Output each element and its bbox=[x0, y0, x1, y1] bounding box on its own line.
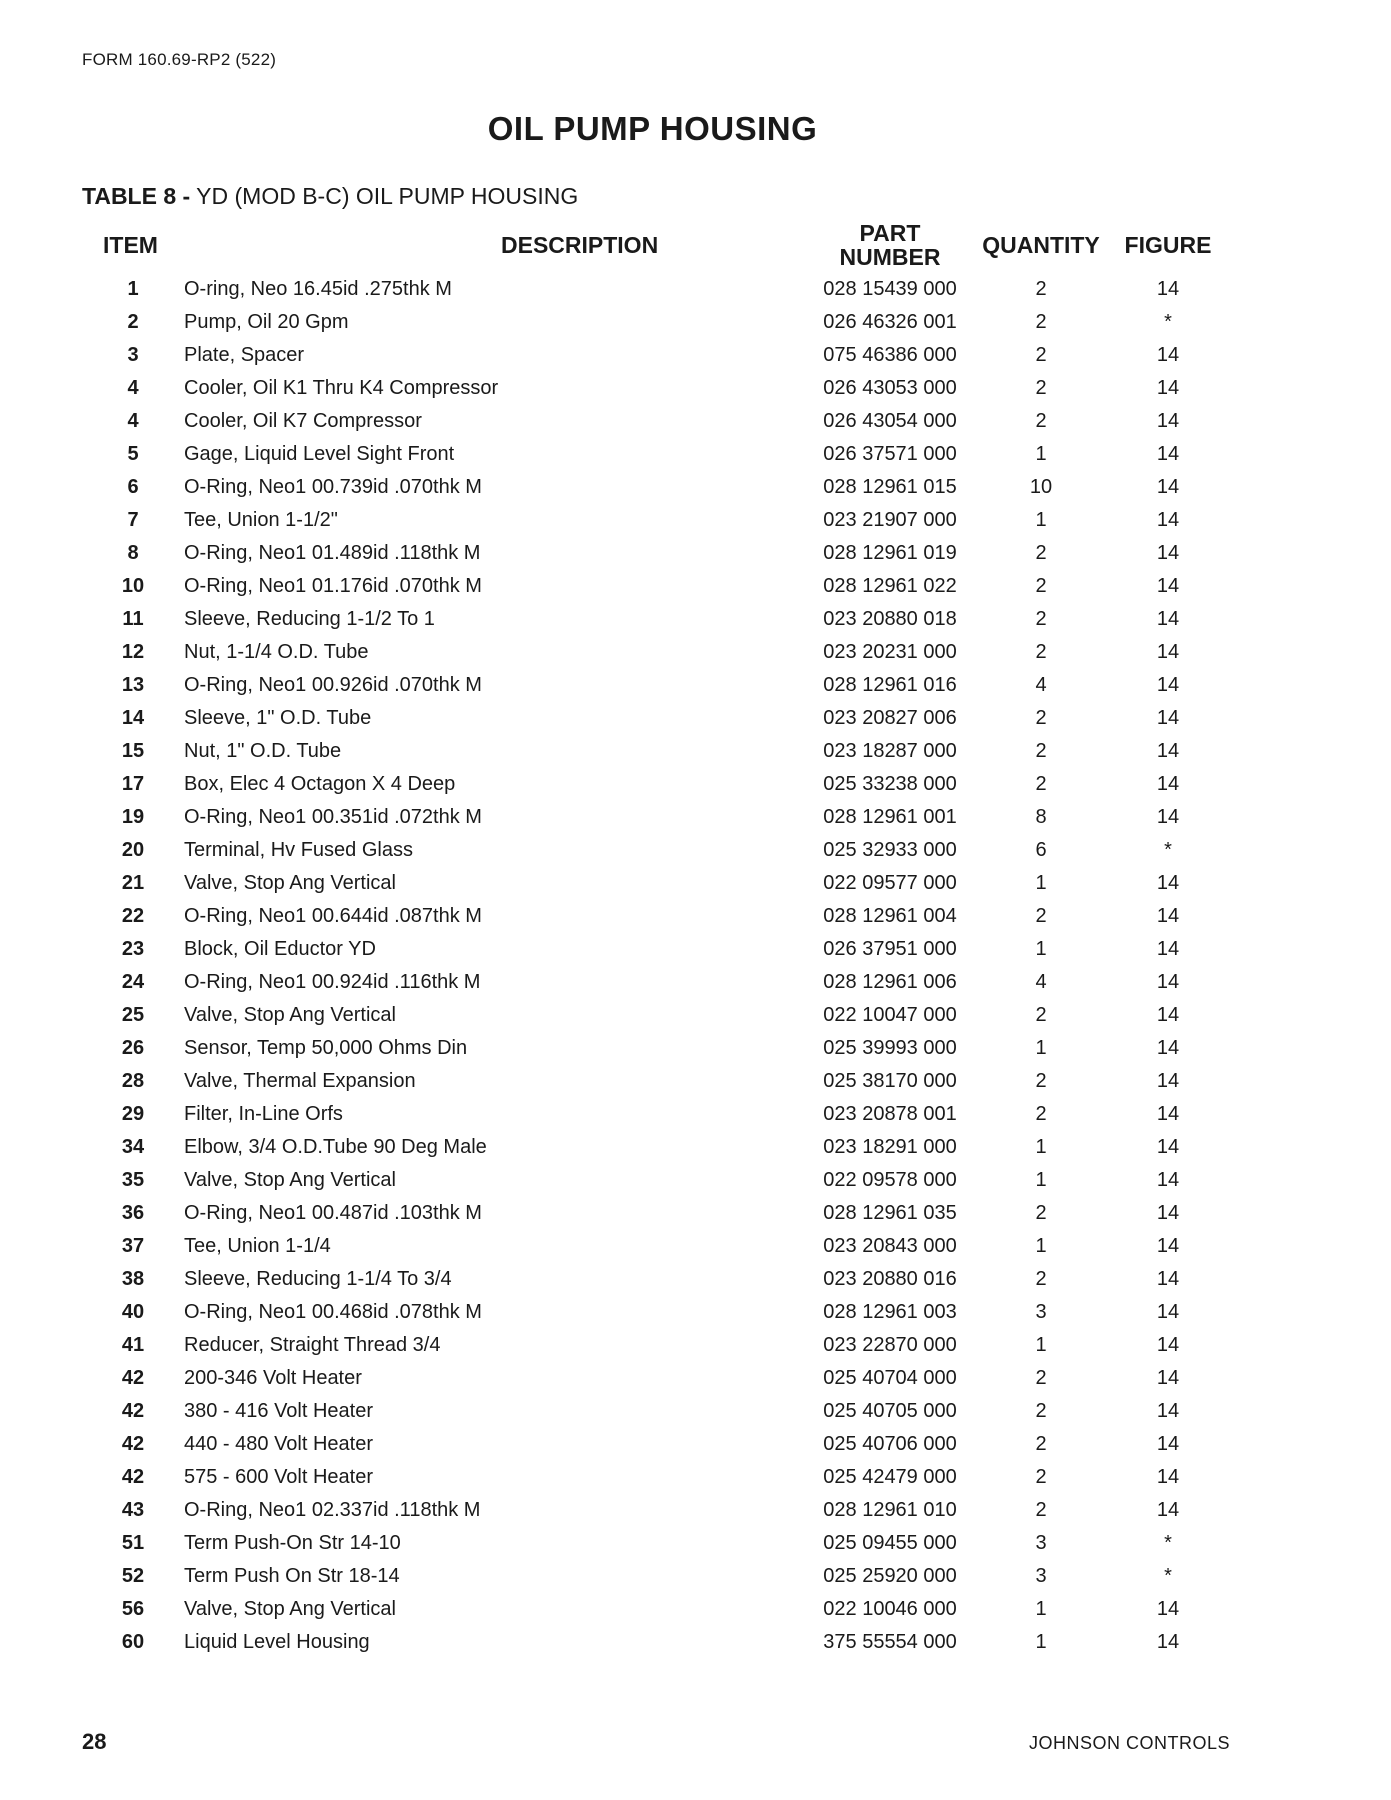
part-number-cell: 023 20843 000 bbox=[823, 1234, 957, 1257]
table-row bbox=[82, 338, 1230, 371]
part-number-cell: 026 37571 000 bbox=[823, 442, 957, 465]
description-cell: Sleeve, Reducing 1-1/2 To 1 bbox=[184, 607, 435, 630]
column-header-figure: FIGURE bbox=[1124, 232, 1212, 258]
figure-cell: 14 bbox=[1156, 1003, 1180, 1026]
description-cell: Sleeve, Reducing 1-1/4 To 3/4 bbox=[184, 1267, 452, 1290]
description-cell: Block, Oil Eductor YD bbox=[184, 937, 376, 960]
description-cell: Term Push On Str 18-14 bbox=[184, 1564, 400, 1587]
figure-cell: 14 bbox=[1156, 1168, 1180, 1191]
part-number-cell: 023 21907 000 bbox=[823, 508, 957, 531]
figure-cell: * bbox=[1164, 1531, 1172, 1554]
figure-cell: 14 bbox=[1156, 1399, 1180, 1422]
table-row bbox=[82, 1295, 1230, 1328]
figure-cell: 14 bbox=[1156, 1498, 1180, 1521]
table-row bbox=[82, 668, 1230, 701]
item-cell: 13 bbox=[121, 673, 145, 696]
item-cell: 2 bbox=[127, 310, 139, 333]
table-row bbox=[82, 470, 1230, 503]
description-cell: O-Ring, Neo1 02.337id .118thk M bbox=[184, 1498, 481, 1521]
part-number-cell: 025 32933 000 bbox=[823, 838, 957, 861]
item-cell: 34 bbox=[121, 1135, 145, 1158]
description-cell: Nut, 1-1/4 O.D. Tube bbox=[184, 640, 369, 663]
description-cell: O-Ring, Neo1 00.644id .087thk M bbox=[184, 904, 482, 927]
description-cell: O-Ring, Neo1 00.926id .070thk M bbox=[184, 673, 482, 696]
quantity-cell: 2 bbox=[1035, 1069, 1047, 1092]
quantity-cell: 8 bbox=[1035, 805, 1047, 828]
quantity-cell: 1 bbox=[1035, 1036, 1047, 1059]
description-cell: O-Ring, Neo1 00.351id .072thk M bbox=[184, 805, 482, 828]
description-cell: O-Ring, Neo1 00.739id .070thk M bbox=[184, 475, 482, 498]
part-number-cell: 028 12961 003 bbox=[823, 1300, 957, 1323]
item-cell: 42 bbox=[121, 1366, 145, 1389]
description-cell: Valve, Thermal Expansion bbox=[184, 1069, 416, 1092]
part-number-cell: 075 46386 000 bbox=[823, 343, 957, 366]
table-row bbox=[82, 1097, 1230, 1130]
description-cell: Terminal, Hv Fused Glass bbox=[184, 838, 413, 861]
figure-cell: 14 bbox=[1156, 475, 1180, 498]
table-row bbox=[82, 1031, 1230, 1064]
description-cell: Liquid Level Housing bbox=[184, 1630, 370, 1653]
item-cell: 21 bbox=[121, 871, 145, 894]
part-number-cell: 028 12961 010 bbox=[823, 1498, 957, 1521]
table-row bbox=[82, 1526, 1230, 1559]
part-number-cell: 025 33238 000 bbox=[823, 772, 957, 795]
quantity-cell: 2 bbox=[1035, 1201, 1047, 1224]
part-number-cell: 023 18287 000 bbox=[823, 739, 957, 762]
description-cell: O-Ring, Neo1 01.176id .070thk M bbox=[184, 574, 482, 597]
part-number-cell: 028 12961 006 bbox=[823, 970, 957, 993]
part-number-cell: 025 38170 000 bbox=[823, 1069, 957, 1092]
figure-cell: 14 bbox=[1156, 739, 1180, 762]
item-cell: 26 bbox=[121, 1036, 145, 1059]
description-cell: Valve, Stop Ang Vertical bbox=[184, 1003, 396, 1026]
table-header-row bbox=[82, 218, 1230, 272]
item-cell: 10 bbox=[121, 574, 145, 597]
description-cell: 200-346 Volt Heater bbox=[184, 1366, 362, 1389]
table-row bbox=[82, 635, 1230, 668]
column-header-description: DESCRIPTION bbox=[501, 232, 659, 258]
table-row bbox=[82, 1262, 1230, 1295]
description-cell: Sleeve, 1" O.D. Tube bbox=[184, 706, 372, 729]
item-cell: 6 bbox=[127, 475, 139, 498]
parts-table-body bbox=[82, 272, 1230, 1658]
part-number-cell: 023 18291 000 bbox=[823, 1135, 957, 1158]
parts-table bbox=[82, 218, 1230, 1658]
table-row bbox=[82, 1394, 1230, 1427]
figure-cell: 14 bbox=[1156, 277, 1180, 300]
table-row bbox=[82, 833, 1230, 866]
part-number-cell: 023 20827 006 bbox=[823, 706, 957, 729]
description-cell: Valve, Stop Ang Vertical bbox=[184, 1597, 396, 1620]
table-row bbox=[82, 1229, 1230, 1262]
part-number-cell: 023 20880 018 bbox=[823, 607, 957, 630]
column-header-quantity: QUANTITY bbox=[982, 232, 1100, 258]
quantity-cell: 2 bbox=[1035, 343, 1047, 366]
figure-cell: 14 bbox=[1156, 541, 1180, 564]
quantity-cell: 1 bbox=[1035, 1630, 1047, 1653]
quantity-cell: 2 bbox=[1035, 607, 1047, 630]
figure-cell: 14 bbox=[1156, 1036, 1180, 1059]
item-cell: 15 bbox=[121, 739, 145, 762]
quantity-cell: 3 bbox=[1035, 1531, 1047, 1554]
table-row bbox=[82, 1361, 1230, 1394]
item-cell: 38 bbox=[121, 1267, 145, 1290]
figure-cell: 14 bbox=[1156, 1234, 1180, 1257]
part-number-cell: 028 12961 001 bbox=[823, 805, 957, 828]
figure-cell: 14 bbox=[1156, 673, 1180, 696]
figure-cell: 14 bbox=[1156, 1597, 1180, 1620]
figure-cell: * bbox=[1164, 838, 1172, 861]
item-cell: 20 bbox=[121, 838, 145, 861]
part-number-cell: 022 10047 000 bbox=[823, 1003, 957, 1026]
item-cell: 19 bbox=[121, 805, 145, 828]
table-row bbox=[82, 1196, 1230, 1229]
part-number-cell: 028 12961 035 bbox=[823, 1201, 957, 1224]
quantity-cell: 2 bbox=[1035, 1432, 1047, 1455]
quantity-cell: 2 bbox=[1035, 574, 1047, 597]
description-cell: Filter, In-Line Orfs bbox=[184, 1102, 343, 1125]
column-header-part-line2: NUMBER bbox=[839, 244, 941, 270]
quantity-cell: 2 bbox=[1035, 541, 1047, 564]
quantity-cell: 2 bbox=[1035, 1102, 1047, 1125]
item-cell: 5 bbox=[127, 442, 139, 465]
quantity-cell: 1 bbox=[1035, 1234, 1047, 1257]
figure-cell: 14 bbox=[1156, 1135, 1180, 1158]
table-row bbox=[82, 1064, 1230, 1097]
item-cell: 37 bbox=[121, 1234, 145, 1257]
part-number-cell: 028 12961 022 bbox=[823, 574, 957, 597]
quantity-cell: 2 bbox=[1035, 1498, 1047, 1521]
table-row bbox=[82, 272, 1230, 305]
item-cell: 1 bbox=[127, 277, 139, 300]
table-row bbox=[82, 965, 1230, 998]
figure-cell: 14 bbox=[1156, 376, 1180, 399]
column-header-part-line1: PART bbox=[859, 220, 921, 246]
item-cell: 4 bbox=[127, 376, 139, 399]
figure-cell: 14 bbox=[1156, 1366, 1180, 1389]
figure-cell: 14 bbox=[1156, 607, 1180, 630]
part-number-cell: 028 15439 000 bbox=[823, 277, 957, 300]
quantity-cell: 2 bbox=[1035, 1267, 1047, 1290]
table-row bbox=[82, 701, 1230, 734]
description-cell: Reducer, Straight Thread 3/4 bbox=[184, 1333, 441, 1356]
part-number-cell: 026 37951 000 bbox=[823, 937, 957, 960]
quantity-cell: 2 bbox=[1035, 640, 1047, 663]
figure-cell: 14 bbox=[1156, 1201, 1180, 1224]
item-cell: 36 bbox=[121, 1201, 145, 1224]
part-number-cell: 025 39993 000 bbox=[823, 1036, 957, 1059]
part-number-cell: 025 09455 000 bbox=[823, 1531, 957, 1554]
part-number-cell: 022 10046 000 bbox=[823, 1597, 957, 1620]
quantity-cell: 2 bbox=[1035, 1399, 1047, 1422]
column-header-item: ITEM bbox=[103, 232, 158, 258]
page-title: OIL PUMP HOUSING bbox=[487, 110, 818, 147]
description-cell: Cooler, Oil K7 Compressor bbox=[184, 409, 422, 432]
figure-cell: 14 bbox=[1156, 1300, 1180, 1323]
item-cell: 7 bbox=[127, 508, 139, 531]
part-number-cell: 028 12961 019 bbox=[823, 541, 957, 564]
description-cell: O-Ring, Neo1 01.489id .118thk M bbox=[184, 541, 481, 564]
item-cell: 4 bbox=[127, 409, 139, 432]
figure-cell: 14 bbox=[1156, 1630, 1180, 1653]
description-cell: Gage, Liquid Level Sight Front bbox=[184, 442, 455, 465]
item-cell: 25 bbox=[121, 1003, 145, 1026]
figure-cell: 14 bbox=[1156, 640, 1180, 663]
table-row bbox=[82, 932, 1230, 965]
part-number-cell: 023 20878 001 bbox=[823, 1102, 957, 1125]
item-cell: 40 bbox=[121, 1300, 145, 1323]
part-number-cell: 025 42479 000 bbox=[823, 1465, 957, 1488]
quantity-cell: 1 bbox=[1035, 937, 1047, 960]
quantity-cell: 1 bbox=[1035, 1333, 1047, 1356]
table-caption bbox=[82, 183, 578, 210]
quantity-cell: 2 bbox=[1035, 310, 1047, 333]
quantity-cell: 4 bbox=[1035, 970, 1047, 993]
table-row bbox=[82, 998, 1230, 1031]
table-row bbox=[82, 1460, 1230, 1493]
footer-brand: JOHNSON CONTROLS bbox=[1029, 1733, 1231, 1753]
item-cell: 35 bbox=[121, 1168, 145, 1191]
table-row bbox=[82, 569, 1230, 602]
figure-cell: 14 bbox=[1156, 772, 1180, 795]
figure-cell: 14 bbox=[1156, 937, 1180, 960]
description-cell: Sensor, Temp 50,000 Ohms Din bbox=[184, 1036, 468, 1059]
item-cell: 52 bbox=[121, 1564, 145, 1587]
item-cell: 41 bbox=[121, 1333, 145, 1356]
description-cell: O-Ring, Neo1 00.487id .103thk M bbox=[184, 1201, 482, 1224]
description-cell: Box, Elec 4 Octagon X 4 Deep bbox=[184, 772, 456, 795]
figure-cell: 14 bbox=[1156, 508, 1180, 531]
table-row bbox=[82, 866, 1230, 899]
quantity-cell: 4 bbox=[1035, 673, 1047, 696]
table-row bbox=[82, 1493, 1230, 1526]
table-row bbox=[82, 1427, 1230, 1460]
figure-cell: 14 bbox=[1156, 871, 1180, 894]
quantity-cell: 2 bbox=[1035, 739, 1047, 762]
item-cell: 42 bbox=[121, 1432, 145, 1455]
figure-cell: 14 bbox=[1156, 1333, 1180, 1356]
description-cell: Nut, 1" O.D. Tube bbox=[184, 739, 342, 762]
item-cell: 51 bbox=[121, 1531, 145, 1554]
description-cell: O-Ring, Neo1 00.924id .116thk M bbox=[184, 970, 481, 993]
item-cell: 24 bbox=[121, 970, 145, 993]
table-row bbox=[82, 305, 1230, 338]
table-caption-text: YD (MOD B-C) OIL PUMP HOUSING bbox=[196, 183, 579, 209]
figure-cell: 14 bbox=[1156, 1465, 1180, 1488]
quantity-cell: 2 bbox=[1035, 376, 1047, 399]
figure-cell: 14 bbox=[1156, 1267, 1180, 1290]
table-row bbox=[82, 503, 1230, 536]
quantity-cell: 2 bbox=[1035, 904, 1047, 927]
table-row bbox=[82, 1163, 1230, 1196]
part-number-cell: 028 12961 016 bbox=[823, 673, 957, 696]
item-cell: 3 bbox=[127, 343, 139, 366]
description-cell: Plate, Spacer bbox=[184, 343, 305, 366]
table-row bbox=[82, 371, 1230, 404]
description-cell: Tee, Union 1-1/2" bbox=[184, 508, 338, 531]
part-number-cell: 026 43054 000 bbox=[823, 409, 957, 432]
part-number-cell: 025 40705 000 bbox=[823, 1399, 957, 1422]
table-row bbox=[82, 1559, 1230, 1592]
table-row bbox=[82, 602, 1230, 635]
item-cell: 23 bbox=[121, 937, 145, 960]
description-cell: Elbow, 3/4 O.D.Tube 90 Deg Male bbox=[184, 1135, 487, 1158]
quantity-cell: 1 bbox=[1035, 1135, 1047, 1158]
part-number-cell: 028 12961 015 bbox=[823, 475, 957, 498]
description-cell: O-ring, Neo 16.45id .275thk M bbox=[184, 277, 452, 300]
item-cell: 22 bbox=[121, 904, 145, 927]
quantity-cell: 2 bbox=[1035, 772, 1047, 795]
quantity-cell: 2 bbox=[1035, 277, 1047, 300]
figure-cell: 14 bbox=[1156, 574, 1180, 597]
table-row bbox=[82, 1625, 1230, 1658]
table-row bbox=[82, 767, 1230, 800]
figure-cell: 14 bbox=[1156, 706, 1180, 729]
quantity-cell: 1 bbox=[1035, 871, 1047, 894]
part-number-cell: 022 09578 000 bbox=[823, 1168, 957, 1191]
figure-cell: 14 bbox=[1156, 1432, 1180, 1455]
figure-cell: 14 bbox=[1156, 805, 1180, 828]
description-cell: Term Push-On Str 14-10 bbox=[184, 1531, 401, 1554]
part-number-cell: 025 40706 000 bbox=[823, 1432, 957, 1455]
column-header-part-number bbox=[804, 218, 976, 272]
quantity-cell: 2 bbox=[1035, 409, 1047, 432]
description-cell: Cooler, Oil K1 Thru K4 Compressor bbox=[184, 376, 499, 399]
quantity-cell: 2 bbox=[1035, 1003, 1047, 1026]
part-number-cell: 023 22870 000 bbox=[823, 1333, 957, 1356]
quantity-cell: 1 bbox=[1035, 1168, 1047, 1191]
quantity-cell: 3 bbox=[1035, 1300, 1047, 1323]
table-row bbox=[82, 404, 1230, 437]
table-row bbox=[82, 437, 1230, 470]
item-cell: 8 bbox=[127, 541, 139, 564]
item-cell: 42 bbox=[121, 1399, 145, 1422]
description-cell: 575 - 600 Volt Heater bbox=[184, 1465, 374, 1488]
form-code: FORM 160.69-RP2 (522) bbox=[82, 50, 277, 69]
table-row bbox=[82, 1328, 1230, 1361]
quantity-cell: 1 bbox=[1035, 1597, 1047, 1620]
figure-cell: * bbox=[1164, 310, 1172, 333]
description-cell: O-Ring, Neo1 00.468id .078thk M bbox=[184, 1300, 482, 1323]
figure-cell: 14 bbox=[1156, 409, 1180, 432]
figure-cell: 14 bbox=[1156, 1069, 1180, 1092]
figure-cell: 14 bbox=[1156, 904, 1180, 927]
quantity-cell: 2 bbox=[1035, 1366, 1047, 1389]
item-cell: 28 bbox=[121, 1069, 145, 1092]
item-cell: 42 bbox=[121, 1465, 145, 1488]
item-cell: 12 bbox=[121, 640, 145, 663]
part-number-cell: 023 20231 000 bbox=[823, 640, 957, 663]
part-number-cell: 025 25920 000 bbox=[823, 1564, 957, 1587]
quantity-cell: 6 bbox=[1035, 838, 1047, 861]
quantity-cell: 2 bbox=[1035, 1465, 1047, 1488]
quantity-cell: 1 bbox=[1035, 442, 1047, 465]
quantity-cell: 10 bbox=[1029, 475, 1053, 498]
table-caption-label: TABLE 8 - bbox=[82, 183, 191, 209]
table-row bbox=[82, 1130, 1230, 1163]
item-cell: 11 bbox=[122, 607, 144, 630]
figure-cell: 14 bbox=[1156, 970, 1180, 993]
part-number-cell: 026 46326 001 bbox=[823, 310, 957, 333]
description-cell: Tee, Union 1-1/4 bbox=[184, 1234, 331, 1257]
part-number-cell: 375 55554 000 bbox=[823, 1630, 957, 1653]
part-number-cell: 028 12961 004 bbox=[823, 904, 957, 927]
description-cell: Valve, Stop Ang Vertical bbox=[184, 1168, 396, 1191]
item-cell: 17 bbox=[121, 772, 145, 795]
table-row bbox=[82, 734, 1230, 767]
table-row bbox=[82, 536, 1230, 569]
part-number-cell: 025 40704 000 bbox=[823, 1366, 957, 1389]
item-cell: 29 bbox=[121, 1102, 145, 1125]
item-cell: 14 bbox=[121, 706, 145, 729]
description-cell: Pump, Oil 20 Gpm bbox=[184, 310, 349, 333]
description-cell: 380 - 416 Volt Heater bbox=[184, 1399, 374, 1422]
quantity-cell: 1 bbox=[1035, 508, 1047, 531]
quantity-cell: 3 bbox=[1035, 1564, 1047, 1587]
item-cell: 60 bbox=[121, 1630, 145, 1653]
part-number-cell: 026 43053 000 bbox=[823, 376, 957, 399]
item-cell: 43 bbox=[121, 1498, 145, 1521]
description-cell: Valve, Stop Ang Vertical bbox=[184, 871, 396, 894]
table-row bbox=[82, 1592, 1230, 1625]
quantity-cell: 2 bbox=[1035, 706, 1047, 729]
figure-cell: * bbox=[1164, 1564, 1172, 1587]
part-number-cell: 023 20880 016 bbox=[823, 1267, 957, 1290]
figure-cell: 14 bbox=[1156, 343, 1180, 366]
table-row bbox=[82, 899, 1230, 932]
figure-cell: 14 bbox=[1156, 442, 1180, 465]
description-cell: 440 - 480 Volt Heater bbox=[184, 1432, 374, 1455]
item-cell: 56 bbox=[121, 1597, 145, 1620]
table-row bbox=[82, 800, 1230, 833]
figure-cell: 14 bbox=[1156, 1102, 1180, 1125]
page-number: 28 bbox=[82, 1729, 107, 1754]
part-number-cell: 022 09577 000 bbox=[823, 871, 957, 894]
